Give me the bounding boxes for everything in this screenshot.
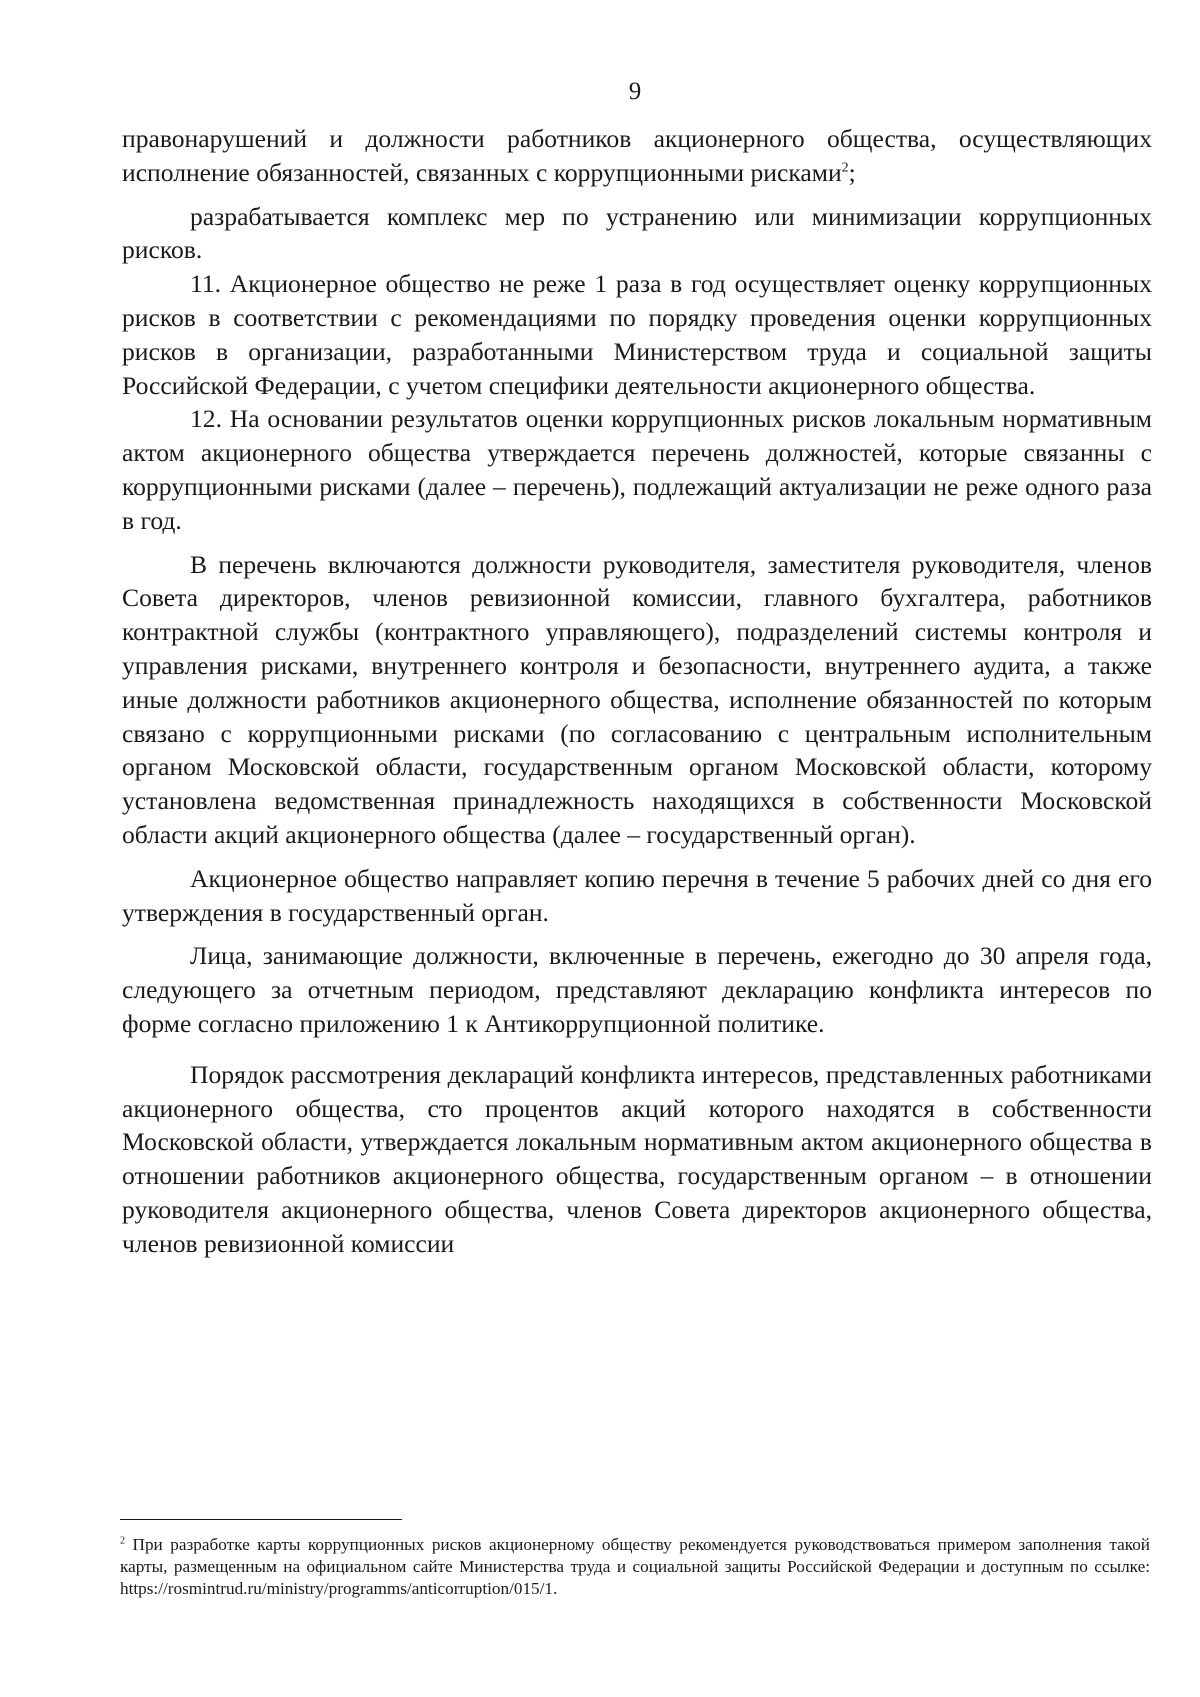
paragraph-continuation-text: правонарушений и должности работников акционерного общества, осуществляющих исполнение обязанностей, связанных с коррупционными рисками [122,124,1152,187]
footnote-separator [120,1519,402,1520]
footnote-mark: 2 [120,1535,125,1547]
paragraph-copy-submission: Акционерное общество направляет копию перечня в течение 5 рабочих дней со дня его утверждения в государственный орган. [122,863,1152,927]
paragraph-continuation-tail: ; [848,157,856,187]
paragraph-review-procedure: Порядок рассмотрения деклараций конфликта интересов, представленных работниками акционерного общества, сто процентов акций которого находятся в собственности Московской области, утверждается локальным нормативным актом акционерного общества в отношении работников акционерного общества, государственным органом – в отношении руководителя акционерного общества, членов Совета директоров акционерного общества, членов ревизионной комиссии [122,1059,1152,1258]
paragraph-declaration: Лица, занимающие должности, включенные в перечень, ежегодно до 30 апреля года, следующего за отчетным периодом, представляют декларацию конфликта интересов по форме согласно приложению 1 к Антикоррупционной политике. [122,941,1152,1038]
paragraph-12: 12. На основании результатов оценки коррупционных рисков локальным нормативным актом акционерного общества утверждается перечень должностей, которые связанны с коррупционными рисками (далее – перечень), подлежащий актуализации не реже одного раза в год. [122,404,1152,535]
paragraph-continuation [122,122,1152,190]
footnote-reference: 2 [841,160,849,176]
footnote [120,1534,1150,1600]
paragraph-positions-list: В перечень включаются должности руководителя, заместителя руководителя, членов Совета директоров, членов ревизионной комиссии, главного бухгалтера, работников контрактной службы (контрактного управляющего), подразделений системы контроля и управления рисками, внутреннего контроля и безопасности, внутреннего аудита, а также иные должности работников акционерного общества, исполнение обязанностей по которым связано с коррупционными рисками (по согласованию с центральным исполнительным органом Московской области, государственным органом Московской области, которому установлена ведомственная принадлежность находящихся в собственности Московской области акций акционерного общества (далее – государственный орган). [122,549,1152,849]
footnote-text: При разработке карты коррупционных рисков акционерному обществу рекомендуется руководствоваться примером заполнения такой карты, размещенным на официальном сайте Министерства труда и социальной защиты Российской Федерации и доступным по ссылке: https://rosmintrud.ru/ministry/programms/anticorruption/015/1. [120,1535,1150,1598]
page-number: 9 [628,78,642,105]
document-body [122,122,1152,1261]
paragraph-measures: разрабатывается комплекс мер по устранению или минимизации коррупционных рисков. [122,201,1152,265]
paragraph-11: 11. Акционерное общество не реже 1 раза в год осуществляет оценку коррупционных рисков в соответствии с рекомендациями по порядку проведения оценки коррупционных рисков в организации, разработанными Министерством труда и социальной защиты Российской Федерации, с учетом специфики деятельности акционерного общества. [122,269,1152,400]
